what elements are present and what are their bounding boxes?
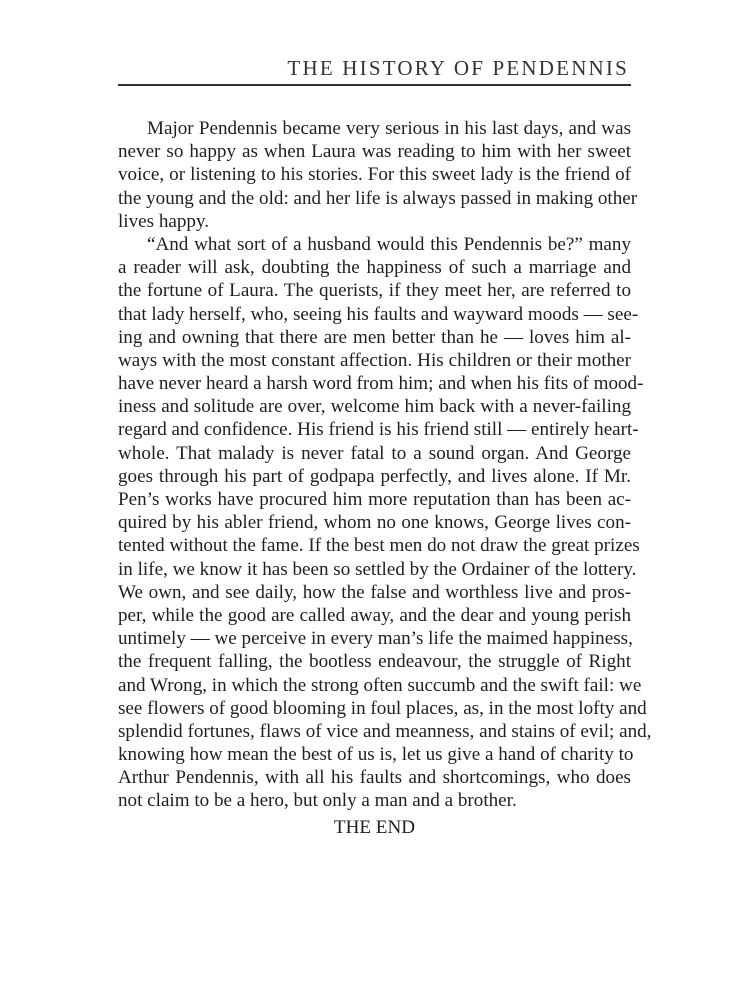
- text-line: have never heard a harsh word from him; and when his fits of mood-: [118, 373, 644, 395]
- text-line: per, while the good are called away, and the dear and young perish: [118, 604, 631, 626]
- text-line: tented without the fame. If the best men do not draw the great prizes: [118, 535, 640, 557]
- text-line: never so happy as when Laura was reading to him with her sweet: [118, 141, 631, 163]
- paragraph: [118, 233, 652, 813]
- text-line: whole. That malady is never fatal to a sound organ. And George: [118, 442, 631, 464]
- text-line: “And what sort of a husband would this Pendennis be?” many: [147, 233, 631, 255]
- text-line: quired by his abler friend, whom no one knows, George lives con-: [118, 512, 631, 534]
- text-line: and Wrong, in which the strong often succumb and the swift fail: we: [118, 674, 642, 696]
- text-line: We own, and see daily, how the false and worthless live and pros-: [118, 581, 631, 603]
- text-line: regard and confidence. His friend is his friend still — entirely heart-: [118, 419, 639, 441]
- body-text: [118, 117, 652, 813]
- text-line: lives happy.: [118, 210, 210, 232]
- text-line: untimely — we perceive in every man’s life the maimed happiness,: [118, 628, 633, 650]
- text-line: see flowers of good blooming in foul places, as, in the most lofty and: [118, 697, 647, 719]
- text-line: splendid fortunes, flaws of vice and meanness, and stains of evil; and,: [118, 720, 652, 742]
- text-line: iness and solitude are over, welcome him back with a never-failing: [118, 396, 631, 418]
- text-line: ways with the most constant affection. His children or their mother: [118, 349, 631, 371]
- text-line: ing and owning that there are men better than he — loves him al-: [118, 326, 631, 348]
- closing-heading: THE END: [333, 817, 416, 838]
- text-line: Pen’s works have procured him more reputation than has been ac-: [118, 489, 631, 510]
- text-line: not claim to be a hero, but only a man and a brother.: [118, 790, 517, 812]
- running-head: [118, 50, 631, 86]
- text-line: Major Pendennis became very serious in his last days, and was: [147, 118, 631, 139]
- text-line: goes through his part of godpapa perfectly, and lives alone. If Mr.: [118, 465, 631, 487]
- text-line: that lady herself, who, seeing his faults and wayward moods — see-: [118, 303, 639, 325]
- running-head-title: THE HISTORY OF PENDENNIS: [287, 56, 629, 80]
- text-line: the young and the old: and her life is always passed in making other: [118, 187, 638, 209]
- text-line: in life, we know it has been so settled by the Ordainer of the lottery.: [118, 558, 637, 580]
- text-line: Arthur Pendennis, with all his faults and shortcomings, who does: [118, 767, 631, 789]
- text-line: voice, or listening to his stories. For this sweet lady is the friend of: [118, 164, 631, 186]
- text-line: the frequent falling, the bootless endeavour, the struggle of Right: [118, 651, 631, 673]
- text-line: the fortune of Laura. The querists, if they meet her, are referred to: [118, 280, 631, 302]
- paragraph: [118, 117, 638, 233]
- text-line: knowing how mean the best of us is, let us give a hand of charity to: [118, 744, 634, 766]
- text-line: a reader will ask, doubting the happiness of such a marriage and: [118, 257, 631, 279]
